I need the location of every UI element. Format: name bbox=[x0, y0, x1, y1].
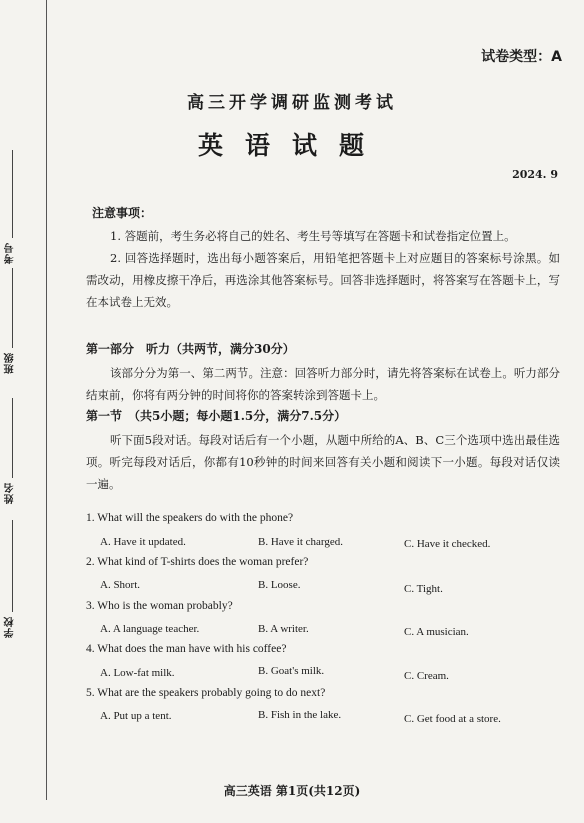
question-3-stem: 3. Who is the woman probably? bbox=[86, 600, 233, 612]
question-1-option-c: C. Have it checked. bbox=[404, 538, 491, 550]
question-3-option-b: B. A writer. bbox=[258, 623, 309, 635]
question-1-stem: 1. What will the speakers do with the phone? bbox=[86, 512, 294, 524]
binding-label: 姓名 bbox=[5, 482, 16, 504]
question-5-option-b: B. Fish in the lake. bbox=[258, 709, 342, 721]
binding-line bbox=[12, 150, 13, 238]
binding-field-name bbox=[0, 398, 26, 506]
question-2-option-b: B. Loose. bbox=[258, 579, 301, 591]
question-1-option-a: A. Have it updated. bbox=[100, 536, 186, 548]
section1-instructions: 听下面5段对话。每段对话后有一个小题，从题中所给的A、B、C三个选项中选出最佳选项。听完每段对话后，你都有10秒钟的时间来回答有关小题和阅读下一小题。每段对话仅读一遍。 bbox=[86, 433, 560, 491]
question-3-option-a: A. A language teacher. bbox=[100, 623, 200, 635]
part1-intro: 该部分分为第一、第二两节。注意：回答听力部分时，请先将答案标在试卷上。听力部分结束前，你将有两分钟的时间将你的答案转涂到答题卡上。 bbox=[86, 366, 560, 402]
question-4-option-b: B. Goat's milk. bbox=[258, 665, 325, 677]
binding-field-school bbox=[0, 520, 26, 640]
binding-field-exam-number bbox=[0, 150, 26, 268]
question-1-option-b: B. Have it charged. bbox=[258, 536, 344, 548]
question-5-stem: 5. What are the speakers probably going to do next? bbox=[86, 687, 326, 699]
binding-rule bbox=[46, 0, 47, 800]
subject-title: 英语试题 bbox=[197, 131, 386, 160]
question-4-option-c: C. Cream. bbox=[404, 670, 449, 682]
page-footer: 高三英语 第1页(共12页) bbox=[223, 784, 361, 798]
exam-name: 高三开学调研监测考试 bbox=[187, 93, 397, 113]
exam-date: 2024. 9 bbox=[512, 168, 558, 181]
question-3-option-c: C. A musician. bbox=[404, 626, 469, 638]
question-2-option-c: C. Tight. bbox=[404, 583, 443, 595]
section1-heading: 第一节 （共5小题；每小题1.5分，满分7.5分） bbox=[86, 409, 347, 423]
paper-type: 试卷类型：A bbox=[481, 49, 562, 65]
binding-margin bbox=[0, 0, 48, 823]
question-5-option-c: C. Get food at a store. bbox=[404, 713, 501, 725]
binding-field-class bbox=[0, 268, 26, 378]
binding-label: 学校 bbox=[5, 616, 16, 638]
question-2-stem: 2. What kind of T-shirts does the woman prefer? bbox=[86, 556, 309, 568]
binding-label: 班级 bbox=[5, 352, 16, 374]
notice-item-1: 1. 答题前，考生务必将自己的姓名、考生号等填写在答题卡和试卷指定位置上。 bbox=[110, 229, 516, 243]
question-4-stem: 4. What does the man have with his coffee? bbox=[86, 643, 287, 655]
part1-heading: 第一部分 听力（共两节，满分30分） bbox=[86, 342, 295, 356]
notice-item-2: 2. 回答选择题时，选出每小题答案后，用铅笔把答题卡上对应题目的答案标号涂黑。如需改动，用橡皮擦干净后，再选涂其他答案标号。回答非选择题时，将答案写在答题卡上，写在本试卷上无效。 bbox=[86, 251, 560, 309]
question-4-option-a: A. Low-fat milk. bbox=[100, 667, 175, 679]
question-5-option-a: A. Put up a tent. bbox=[100, 710, 172, 722]
binding-line bbox=[12, 398, 13, 478]
binding-label: 考号 bbox=[5, 242, 16, 264]
notice-title: 注意事项： bbox=[92, 206, 153, 220]
question-2-option-a: A. Short. bbox=[100, 579, 141, 591]
binding-line bbox=[12, 520, 13, 612]
binding-line bbox=[12, 268, 13, 348]
